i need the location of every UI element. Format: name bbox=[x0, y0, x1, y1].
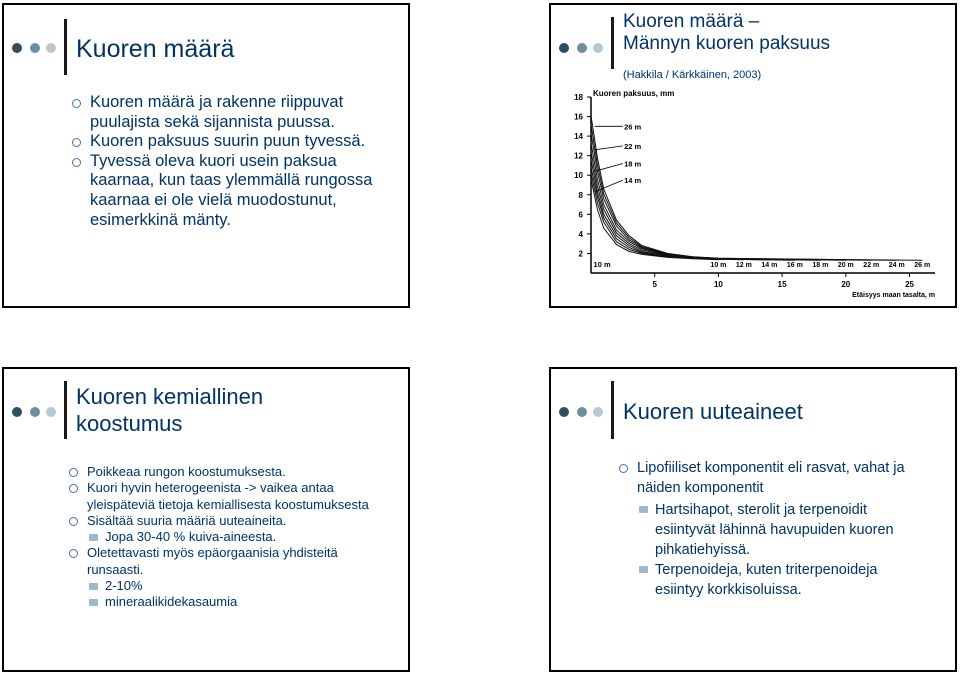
slide-title: Kuoren kemiallinen koostumus bbox=[76, 384, 264, 436]
y-tick-label: 16 bbox=[574, 112, 583, 122]
bullet-ring-icon bbox=[72, 158, 81, 167]
list-item: Sisältää suuria määriä uuteaineita. Jopa 30-40 % kuiva-aineesta. bbox=[87, 513, 387, 546]
bullet-square-icon bbox=[89, 583, 98, 590]
sub-list-item: mineraalikidekasaumia bbox=[105, 594, 387, 610]
source-caption: (Hakkila / Kärkkäinen, 2003) bbox=[623, 69, 762, 81]
dot-icon bbox=[30, 43, 40, 53]
sub-list-item: 2-10% bbox=[105, 578, 387, 594]
list-item: Tyvessä oleva kuori usein paksua kaarnaa, kun taas ylemmällä rungossa kaarnaa ei ole vielä muodostunut, esimerkkinä mänty. bbox=[90, 152, 390, 230]
x-tick-label: 15 bbox=[777, 280, 787, 289]
bullet-list bbox=[90, 93, 390, 230]
slide-kuoren-paksuus bbox=[549, 3, 957, 308]
series-end-label: 12 m bbox=[735, 262, 752, 270]
y-tick-label: 2 bbox=[578, 249, 583, 259]
slide-uuteaineet bbox=[549, 367, 957, 672]
y-tick-label: 6 bbox=[578, 210, 583, 220]
list-item: Lipofiiliset komponentit eli rasvat, vahat ja näiden komponentit Hartsihapot, sterolit ja terpenoidit esiintyvät lähinnä havupuiden kuoren pihkatiehyissä. Terpenoideja, kuten triterpenoideja esiintyy korkkisoluissa. bbox=[637, 458, 927, 600]
bullet-ring-icon bbox=[69, 549, 78, 558]
y-tick-label: 10 bbox=[574, 171, 583, 181]
series-label: 14 m bbox=[624, 176, 642, 186]
x-axis-label: Etäisyys maan tasalta, m bbox=[852, 292, 935, 299]
dot-icon bbox=[577, 43, 587, 53]
series-label: 22 m bbox=[624, 141, 642, 151]
title-divider bbox=[611, 17, 614, 69]
y-axis-label: Kuoren paksuus, mm bbox=[593, 89, 675, 98]
bullet-ring-icon bbox=[619, 464, 628, 473]
dot-icon bbox=[12, 407, 22, 417]
series-end-label: 18 m bbox=[812, 262, 829, 270]
dot-icon bbox=[46, 43, 56, 53]
slide-kuoren-maara bbox=[2, 3, 410, 308]
series-label: 10 m bbox=[593, 260, 611, 270]
title-divider bbox=[64, 381, 67, 439]
bullet-ring-icon bbox=[69, 484, 78, 493]
dot-icon bbox=[30, 407, 40, 417]
bullet-ring-icon bbox=[72, 99, 81, 108]
dot-icon bbox=[577, 407, 587, 417]
bullet-list bbox=[637, 458, 927, 600]
dot-icon bbox=[593, 43, 603, 53]
series-end-label: 16 m bbox=[786, 262, 803, 270]
bullet-ring-icon bbox=[72, 138, 81, 147]
label-leader bbox=[595, 146, 623, 150]
title-divider bbox=[611, 381, 614, 439]
dot-icon bbox=[559, 43, 569, 53]
series-label: 18 m bbox=[624, 159, 642, 169]
title-divider bbox=[64, 19, 67, 75]
list-item: Kuoren paksuus suurin puun tyvessä. bbox=[90, 132, 390, 152]
sub-list-item: Terpenoideja, kuten triterpenoideja esiintyy korkkisoluissa. bbox=[655, 560, 927, 600]
bullet-square-icon bbox=[89, 534, 98, 541]
bullet-list bbox=[87, 464, 387, 611]
series-end-label: 10 m bbox=[710, 262, 727, 270]
sub-list-item: Jopa 30-40 % kuiva-aineesta. bbox=[105, 529, 387, 545]
x-tick-label: 25 bbox=[905, 280, 914, 289]
y-tick-label: 4 bbox=[578, 229, 583, 239]
list-item: Poikkeaa rungon koostumuksesta. bbox=[87, 464, 387, 480]
y-tick-label: 12 bbox=[574, 151, 583, 161]
dot-icon bbox=[559, 407, 569, 417]
series-end-label: 26 m bbox=[914, 262, 931, 270]
slide-title: Kuoren uuteaineet bbox=[623, 399, 803, 424]
y-tick-label: 8 bbox=[578, 190, 583, 200]
bullet-square-icon bbox=[89, 599, 98, 606]
slide-title: Kuoren määrä bbox=[76, 35, 235, 63]
series-line bbox=[591, 179, 718, 260]
series-end-label: 20 m bbox=[837, 262, 854, 270]
x-tick-label: 20 bbox=[841, 280, 851, 289]
x-tick-label: 5 bbox=[652, 280, 657, 289]
list-item: Kuori hyvin heterogeenista -> vaikea antaa yleispäteviä tietoja kemiallisesta koostumuksesta bbox=[87, 480, 387, 513]
list-item: Kuoren määrä ja rakenne riippuvat puulajista sekä sijannista puussa. bbox=[90, 93, 390, 132]
sub-list-item: Hartsihapot, sterolit ja terpenoidit esiintyvät lähinnä havupuiden kuoren pihkatiehyissä. bbox=[655, 500, 927, 560]
series-line bbox=[591, 116, 922, 261]
list-item: Oletettavasti myös epäorgaanisia yhdisteitä runsaasti. 2-10% mineraalikidekasaumia bbox=[87, 545, 387, 610]
series-end-label: 22 m bbox=[863, 262, 880, 270]
bullet-square-icon bbox=[639, 566, 648, 573]
series-line bbox=[591, 167, 769, 259]
bullet-square-icon bbox=[639, 506, 648, 513]
y-tick-label: 18 bbox=[574, 93, 583, 102]
series-end-label: 14 m bbox=[761, 262, 778, 270]
dot-icon bbox=[12, 43, 22, 53]
dot-icon bbox=[46, 407, 56, 417]
slide-kemiallinen-koostumus bbox=[2, 367, 410, 672]
dot-icon bbox=[593, 407, 603, 417]
bark-thickness-chart bbox=[563, 87, 943, 309]
slide-title: Kuoren määrä – Männyn kuoren paksuus bbox=[623, 11, 831, 54]
bullet-ring-icon bbox=[69, 517, 78, 526]
series-line bbox=[591, 133, 871, 260]
x-tick-label: 10 bbox=[713, 280, 723, 289]
series-label: 26 m bbox=[624, 122, 642, 132]
series-end-label: 24 m bbox=[888, 262, 905, 270]
y-tick-label: 14 bbox=[574, 132, 583, 142]
bullet-ring-icon bbox=[69, 468, 78, 477]
